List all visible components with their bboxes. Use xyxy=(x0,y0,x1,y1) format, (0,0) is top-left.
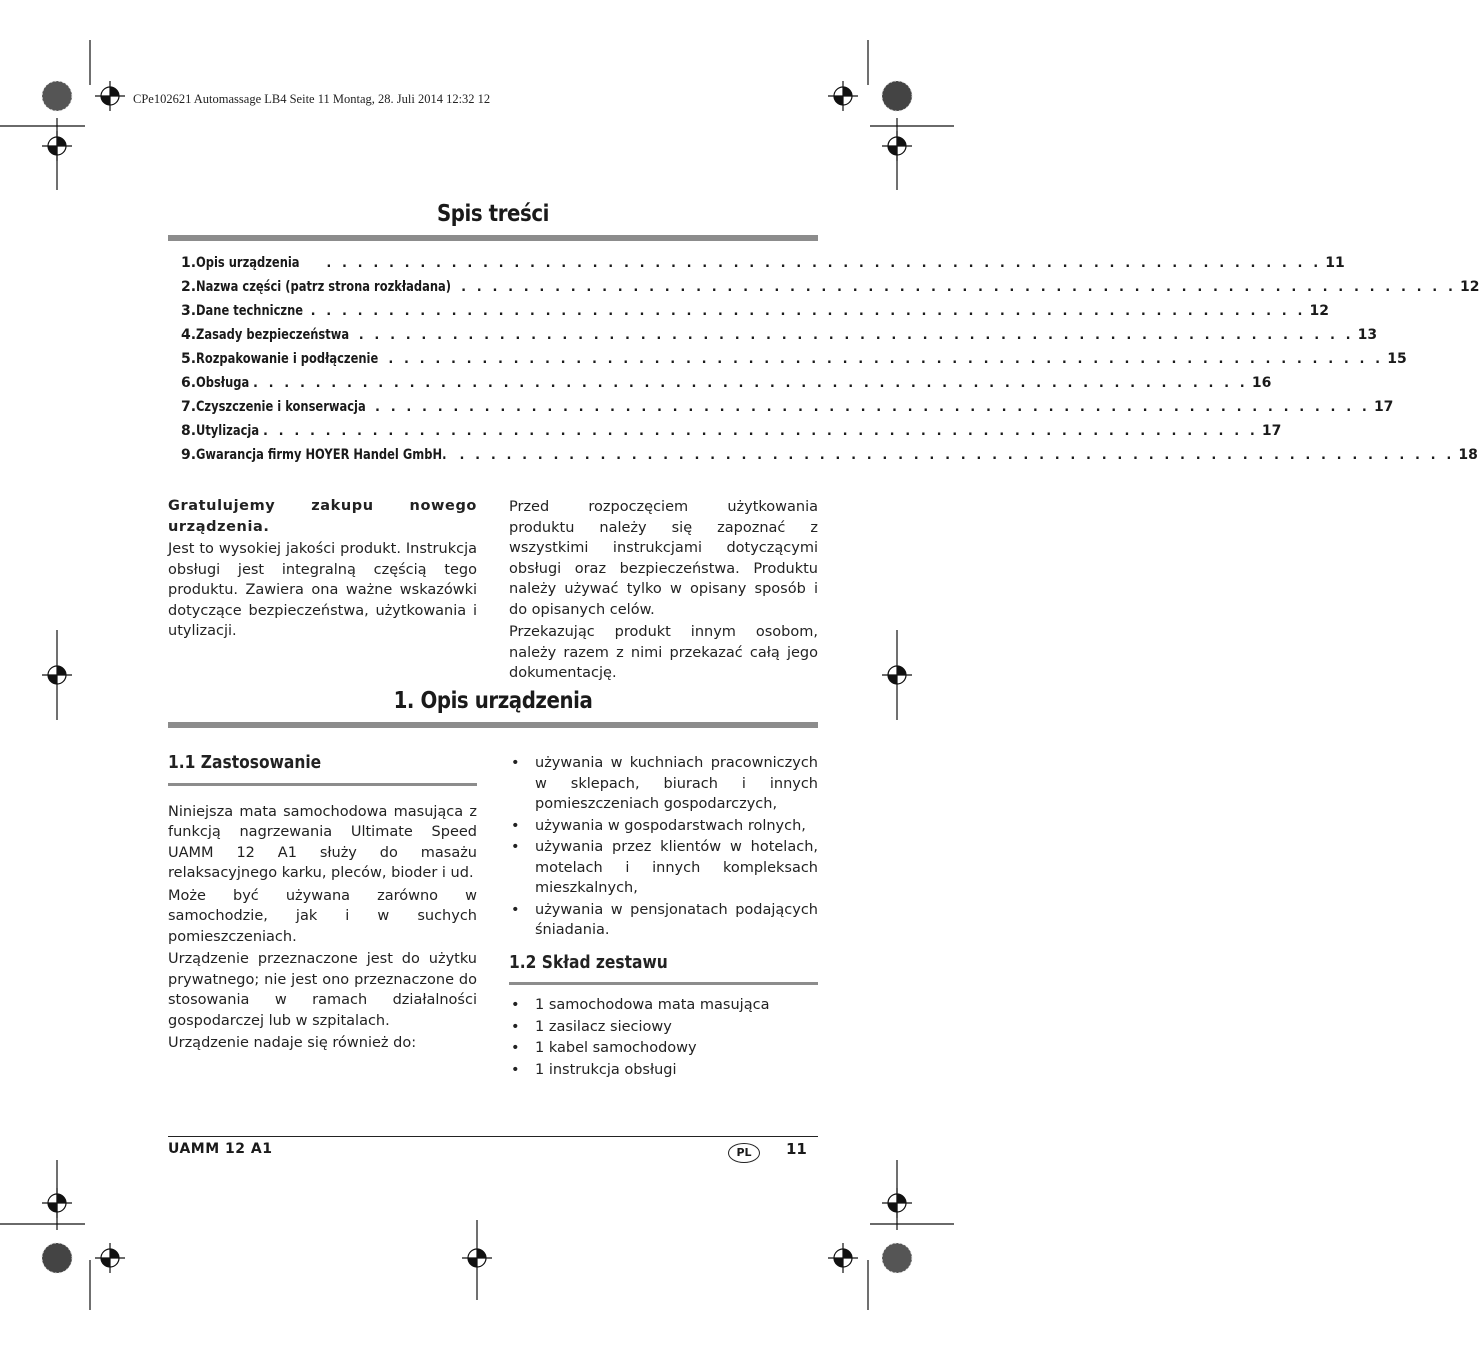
toc-entry[interactable]: 7. Czyszczenie i konserwacja . . . . . . . . . . . . . . . . . . . . . . . . . . . . . . . . . . . . . . . . . . . . . . . . . . . . . . . . . . . . . . . . 17 xyxy=(181,399,1394,415)
intro-paragraph: Jest to wysokiej jakości produkt. Instrukcja obsługi jest integralną częścią tego produktu. Zawiera ona ważne wskazówki dotyczące bezpieczeństwa, użytkowania i utylizacji. xyxy=(168,541,477,639)
footer-rule xyxy=(168,1136,818,1137)
intro-right-column xyxy=(509,497,818,686)
usage-list xyxy=(509,753,818,941)
paragraph: Może być używana zarówno w samochodzie, jak i w suchych pomieszczeniach. xyxy=(168,887,477,945)
section-title-rule xyxy=(168,722,818,728)
intro-paragraph: Przekazując produkt innym osobom, należy razem z nimi przekazać całą jego dokumentację. xyxy=(509,624,818,681)
paragraph: Niniejsza mata samochodowa masująca z funkcją nagrzewania Ultimate Speed UAMM 12 A1 służy do masażu relaksacyjnego karku, pleców, bioder i ud. xyxy=(168,803,477,881)
section-right-column xyxy=(509,753,818,1081)
subsection-title: 1.2 Skład zestawu xyxy=(509,951,668,973)
list-item: • używania przez klientów w hotelach, motelach i innych kompleksach mieszkalnych, xyxy=(509,837,818,899)
contents-list xyxy=(509,995,818,1080)
intro-paragraph: Przed rozpoczęciem użytkowania produktu należy się zapoznać z wszystkimi instrukcjami dotyczącymi obsługi oraz bezpieczeństwa. Produktu należy używać tylko w opisany sposób i do opisanych celów. xyxy=(509,499,818,618)
list-item: • 1 instrukcja obsługi xyxy=(509,1060,818,1081)
list-item: • używania w gospodarstwach rolnych, xyxy=(509,816,818,837)
footer-model: UAMM 12 A1 xyxy=(168,1141,273,1157)
list-item: • 1 kabel samochodowy xyxy=(509,1038,818,1059)
page-number: 11 xyxy=(786,1140,807,1158)
section-left-column xyxy=(168,753,477,1056)
intro-lead: Gratulujemy zakupu nowego urządzenia. xyxy=(168,498,477,535)
list-item: • 1 samochodowa mata masująca xyxy=(509,995,818,1016)
toc-entry[interactable]: 1. Opis urządzenia . . . . . . . . . . . . . . . . . . . . . . . . . . . . . . . . . . . . . . . . . . . . . . . . . . . . . . . . . . . . . . . . 11 xyxy=(181,255,1345,271)
toc-entry[interactable]: 2. Nazwa części (patrz strona rozkładana) . . . . . . . . . . . . . . . . . . . . . . . . . . . . . . . . . . . . . . . . . . . . . . . . . . . . . . . . . . . . . . . . 12 xyxy=(181,279,1480,295)
toc-entry[interactable]: 5. Rozpakowanie i podłączenie . . . . . . . . . . . . . . . . . . . . . . . . . . . . . . . . . . . . . . . . . . . . . . . . . . . . . . . . . . . . . . . . 15 xyxy=(181,351,1407,367)
toc-entry[interactable]: 8. Utylizacja . . . . . . . . . . . . . . . . . . . . . . . . . . . . . . . . . . . . . . . . . . . . . . . . . . . . . . . . . . . . . . . . 17 xyxy=(181,423,1282,439)
paragraph: Urządzenie nadaje się również do: xyxy=(168,1035,417,1051)
subsection-rule xyxy=(168,783,477,786)
intro-left-column xyxy=(168,496,477,644)
list-item: • używania w pensjonatach podających śniadania. xyxy=(509,900,818,941)
toc-title-rule xyxy=(168,235,818,241)
section-title: 1. Opis urządzenia xyxy=(393,688,593,714)
toc-entry[interactable]: 9. Gwarancja firmy HOYER Handel GmbH. . . . . . . . . . . . . . . . . . . . . . . . . . . . . . . . . . . . . . . . . . . . . . . . . . . . . . . . . . . . . . . . . 18 xyxy=(181,447,1478,463)
toc-entry[interactable]: 4. Zasady bezpieczeństwa . . . . . . . . . . . . . . . . . . . . . . . . . . . . . . . . . . . . . . . . . . . . . . . . . . . . . . . . . . . . . . . . 13 xyxy=(181,327,1378,343)
list-item: • 1 zasilacz sieciowy xyxy=(509,1017,818,1038)
toc-entry[interactable]: 3. Dane techniczne . . . . . . . . . . . . . . . . . . . . . . . . . . . . . . . . . . . . . . . . . . . . . . . . . . . . . . . . . . . . . . . . 12 xyxy=(181,303,1329,319)
toc-entry[interactable]: 6. Obsługa . . . . . . . . . . . . . . . . . . . . . . . . . . . . . . . . . . . . . . . . . . . . . . . . . . . . . . . . . . . . . . . . 16 xyxy=(181,375,1272,391)
list-item: • używania w kuchniach pracowniczych w sklepach, biurach i innych pomieszczeniach gospodarczych, xyxy=(509,753,818,815)
language-badge: PL xyxy=(728,1143,760,1163)
paragraph: Urządzenie przeznaczone jest do użytku prywatnego; nie jest ono przeznaczone do stosowania w ramach działalności gospodarczej lub w szpitalach. xyxy=(168,951,477,1029)
table-of-contents xyxy=(181,255,1480,471)
subsection-title: 1.1 Zastosowanie xyxy=(168,752,322,773)
subsection-rule xyxy=(509,982,818,985)
toc-title: Spis treści xyxy=(436,201,550,227)
print-slug-line: CPe102621 Automassage LB4 Seite 11 Montag, 28. Juli 2014 12:32 12 xyxy=(133,92,491,106)
